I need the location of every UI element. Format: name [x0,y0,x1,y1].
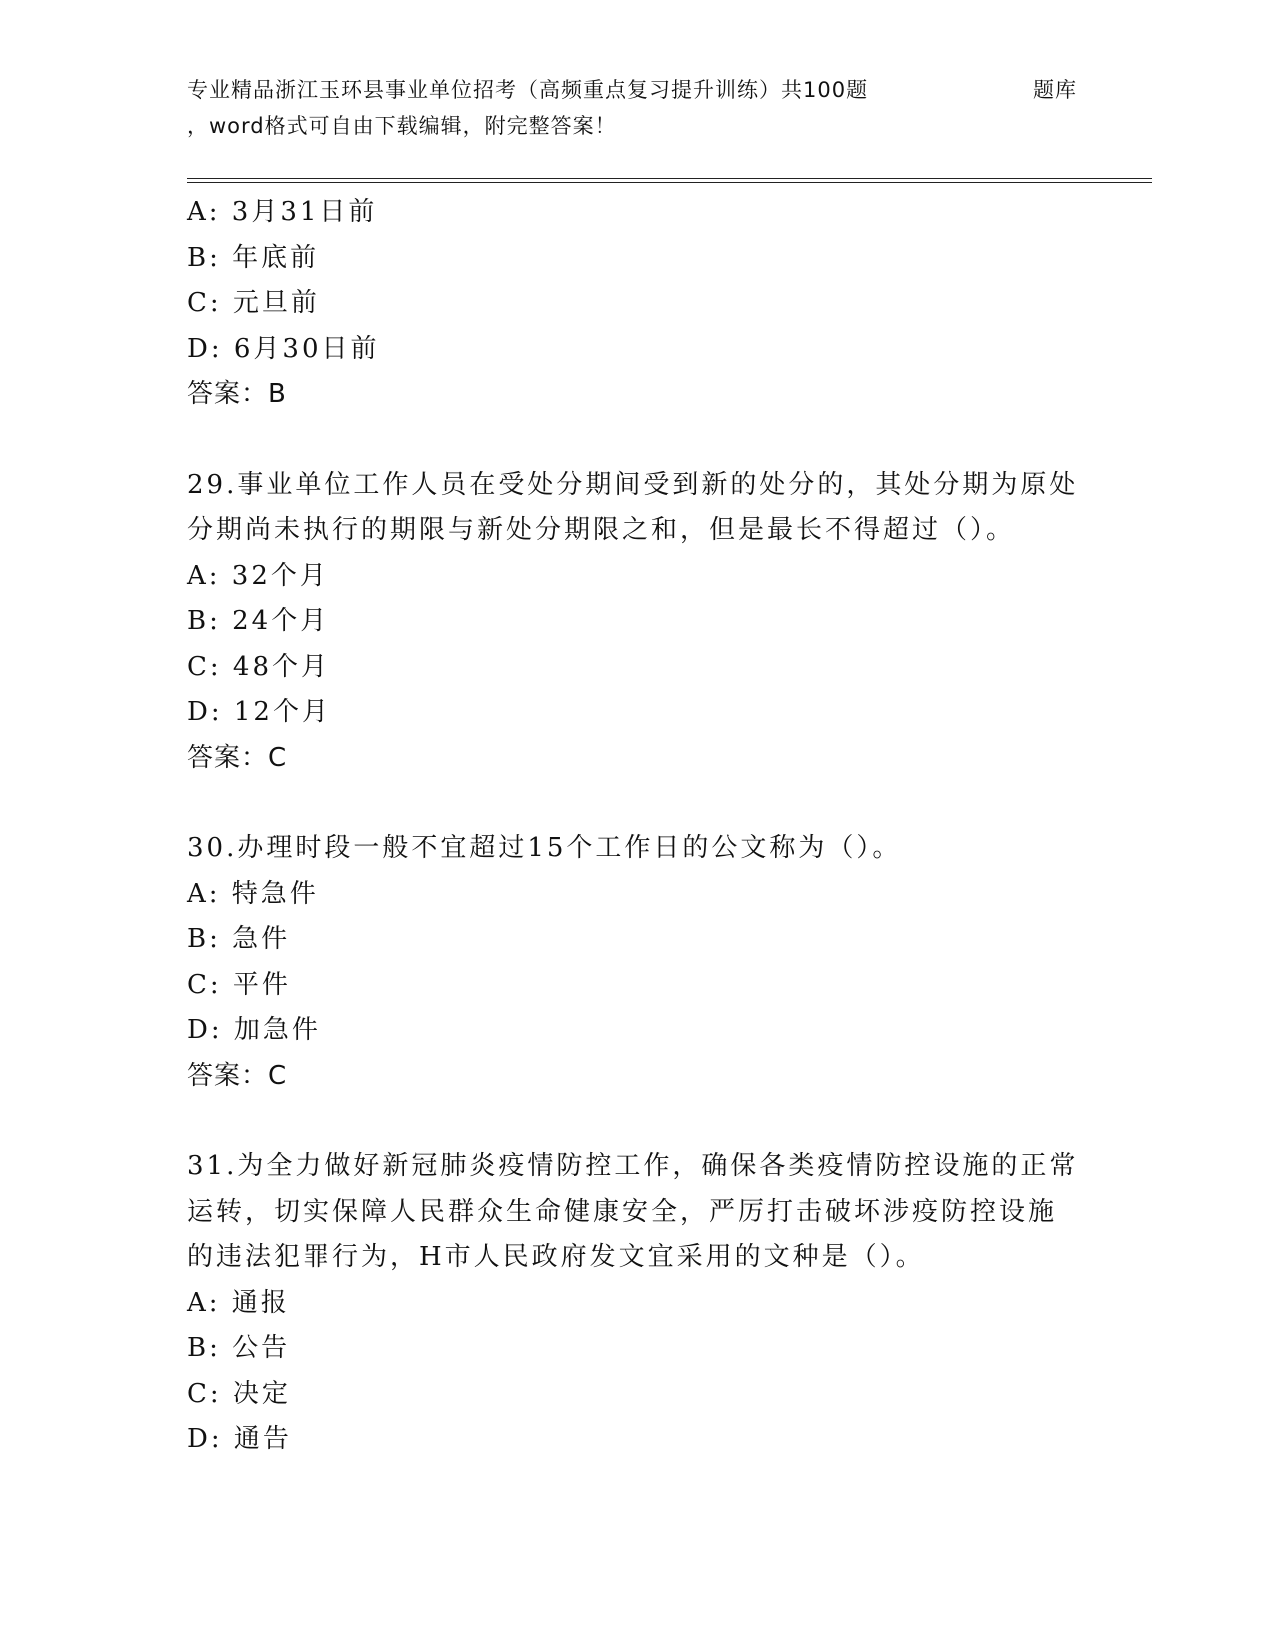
question-31 [187,1144,1087,1463]
question-text: 分期尚未执行的期限与新处分期限之和，但是最长不得超过（）。 [187,515,1016,545]
option-d: D: 12个月 [187,697,331,727]
option-d: D: 6月30日前 [187,333,380,364]
option-d: D: 通告 [187,1424,292,1454]
answer: 答案：C [187,742,288,773]
header-tag: 题库 [1033,78,1077,102]
header-title: 专业精品浙江玉环县事业单位招考（高频重点复习提升训练）共100题 [187,78,869,102]
question-text: 31.为全力做好新冠肺炎疫情防控工作，确保各类疫情防控设施的正常 [187,1151,1079,1181]
option-a: A: 通报 [187,1287,290,1318]
question-28-continuation [187,190,1087,418]
question-29 [187,463,1087,782]
option-c: C: 决定 [187,1378,291,1409]
option-b: B: 年底前 [187,242,320,273]
header-line-2: ，word格式可自由下载编辑，附完整答案！ [187,114,617,138]
answer: 答案：C [187,1060,288,1091]
option-c: C: 48个月 [187,651,331,682]
option-b: B: 24个月 [187,606,330,636]
question-text: 的违法犯罪行为，H市人民政府发文宜采用的文种是（）。 [187,1242,925,1272]
option-a: A: 特急件 [187,878,319,909]
question-list [187,190,1087,1463]
answer: 答案：B [187,379,287,409]
option-c: C: 平件 [187,969,291,1000]
option-b: B: 急件 [187,924,291,954]
header-line-1 [187,72,1087,108]
header-divider-bottom [187,182,1152,183]
option-b: B: 公告 [187,1333,291,1363]
question-text: 运转，切实保障人民群众生命健康安全，严厉打击破坏涉疫防控设施 [187,1196,1058,1227]
page-header [187,72,1087,144]
question-30 [187,826,1087,1099]
option-c: C: 元旦前 [187,288,320,318]
option-a: A: 3月31日前 [187,197,378,227]
question-text: 30.办理时段一般不宜超过15个工作日的公文称为（）。 [187,833,902,863]
option-d: D: 加急件 [187,1015,321,1045]
header-divider-top [187,178,1152,179]
question-text: 29.事业单位工作人员在受处分期间受到新的处分的，其处分期为原处 [187,469,1079,500]
option-a: A: 32个月 [187,560,329,591]
